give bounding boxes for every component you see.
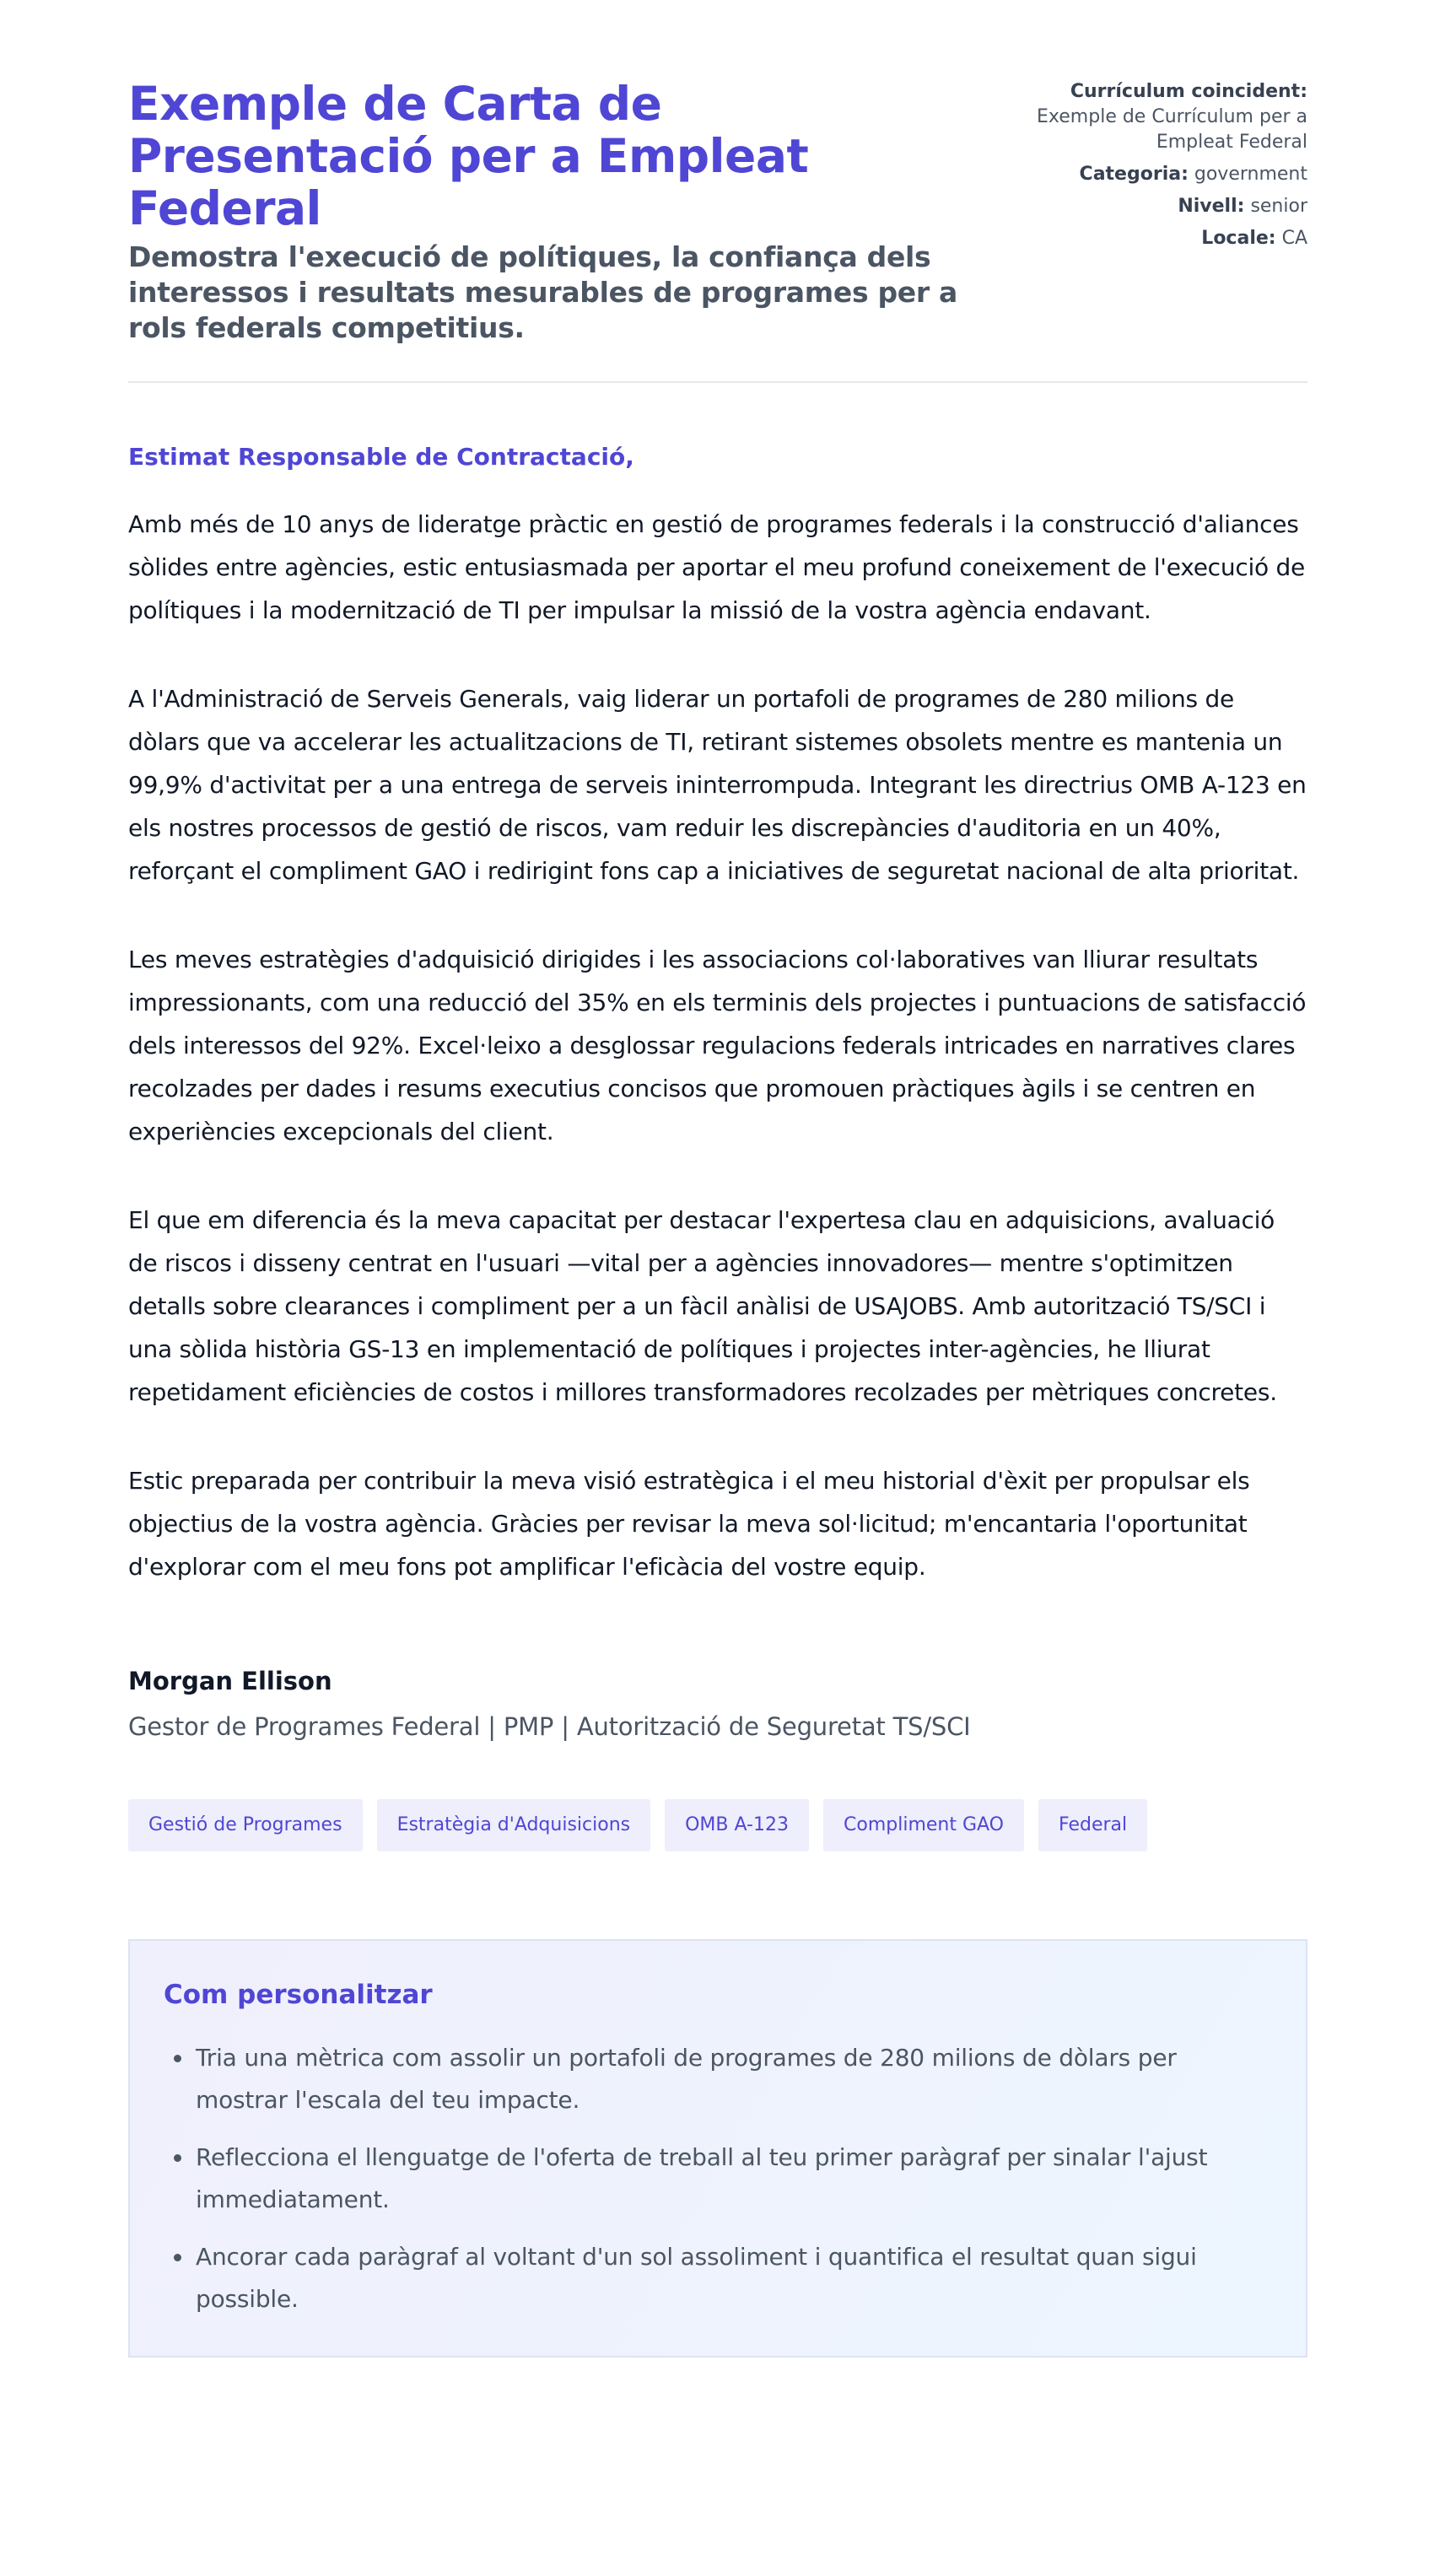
meta-category [1004,162,1307,187]
tag-acquisition-strategy[interactable]: Estratègia d'Adquisicions [377,1799,651,1851]
meta-level [1004,194,1307,219]
page-header [128,78,1307,346]
tip-item: • Reflecciona el llenguatge de l'oferta de treball al teu primer paràgraf per sinalar l'ajust immediatament. [194,2137,1272,2221]
meta-level-label: Nivell: [1178,196,1245,217]
tip-item: • Tria una mètrica com assolir un portafoli de programes de 280 milions de dòlars per mostrar l'escala del teu impacte. [194,2037,1272,2121]
tag-federal[interactable]: Federal [1038,1799,1147,1851]
tips-list [164,2037,1272,2320]
meta-level-value: senior [1250,196,1307,217]
header-divider [128,381,1307,383]
letter-paragraph-4: El que em diferencia és la meva capacitat per destacar l'expertesa clau en adquisicions, avaluació de riscos i disseny centrat en l'usuari —vital per a agències innovadores— mentre s'optimitzen detalls sobre clearances i compliment per a un fàcil anàlisi de USAJOBS. Amb autorització TS/SCI i una sòlida història GS-13 en implementació de polítiques i projectes inter-agències, he lliurat repetidament eficiències de costos i millores transformadores recolzades per mètriques concretes. [128,1206,1277,1406]
page-title: Exemple de Carta de Presentació per a Empleat Federal [128,77,809,235]
meta-category-label: Categoria: [1079,164,1189,185]
tag-omb-a-123[interactable]: OMB A-123 [665,1799,809,1851]
meta-locale-label: Locale: [1201,228,1276,249]
tag-gao-compliance[interactable]: Compliment GAO [823,1799,1024,1851]
content-wrapper [128,78,1307,2358]
letter-paragraph-1: Amb més de 10 anys de lideratge pràctic en gestió de programes federals i la construcció d'aliances sòlides entre agències, estic entusiasmada per aportar el meu profund coneixement de l'execució de polítiques i la modernització de TI per impulsar la missió de la vostra agència endavant. [128,510,1306,624]
tips-title: Com personalitzar [164,1980,433,2010]
meta-matching-resume-value[interactable]: Exemple de Currículum per a Empleat Federal [1037,106,1307,153]
metadata-panel [1004,78,1307,258]
meta-matching-resume-label: Currículum coincident: [1070,81,1307,102]
meta-matching-resume [1004,79,1307,155]
tag-program-management[interactable]: Gestió de Programes [128,1799,363,1851]
letter-paragraph-5: Estic preparada per contribuir la meva visió estratègica i el meu historial d'èxit per propulsar els objectius de la vostra agència. Gràcies per revisar la meva sol·licitud; m'encantaria l'oportunitat d'explorar com el meu fons pot amplificar l'eficàcia del vostre equip. [128,1467,1250,1581]
letter-salutation: Estimat Responsable de Contractació, [128,443,634,471]
header-titles [128,78,980,346]
customization-tips-box [128,1939,1307,2358]
signature-title: Gestor de Programes Federal | PMP | Autorització de Seguretat TS/SCI [128,1712,971,1741]
signature-name: Morgan Ellison [128,1667,332,1695]
letter-signature [128,1666,1307,1742]
keyword-tags [128,1799,1307,1851]
meta-locale-value: CA [1281,228,1307,249]
meta-category-value: government [1194,164,1307,185]
meta-locale [1004,226,1307,251]
page-subtitle: Demostra l'execució de polítiques, la confiança dels interessos i resultats mesurables de programes per a rols federals competitius. [128,240,958,344]
letter-paragraph-3: Les meves estratègies d'adquisició dirigides i les associacions col·laboratives van lliurar resultats impressionants, com una reducció del 35% en els terminis dels projectes i puntuacions de satisfacció dels interessos del 92%. Excel·leixo a desglossar regulacions federals intricades en narratives clares recolzades per dades i resums executius concisos que promouen pràctiques àgils i se centren en experiències excepcionals del client. [128,946,1307,1145]
tip-item: • Ancorar cada paràgraf al voltant d'un sol assoliment i quantifica el resultat quan sigui possible. [194,2236,1272,2320]
letter-body [128,503,1307,1588]
letter-paragraph-2: A l'Administració de Serveis Generals, vaig liderar un portafoli de programes de 280 milions de dòlars que va accelerar les actualitzacions de TI, retirant sistemes obsolets mentre es mantenia un 99,9% d'activitat per a una entrega de serveis ininterrompuda. Integrant les directrius OMB A-123 en els nostres processos de gestió de riscos, vam reduir les discrepàncies d'auditoria en un 40%, reforçant el compliment GAO i redirigint fons cap a iniciatives de seguretat nacional de alta prioritat. [128,685,1307,885]
